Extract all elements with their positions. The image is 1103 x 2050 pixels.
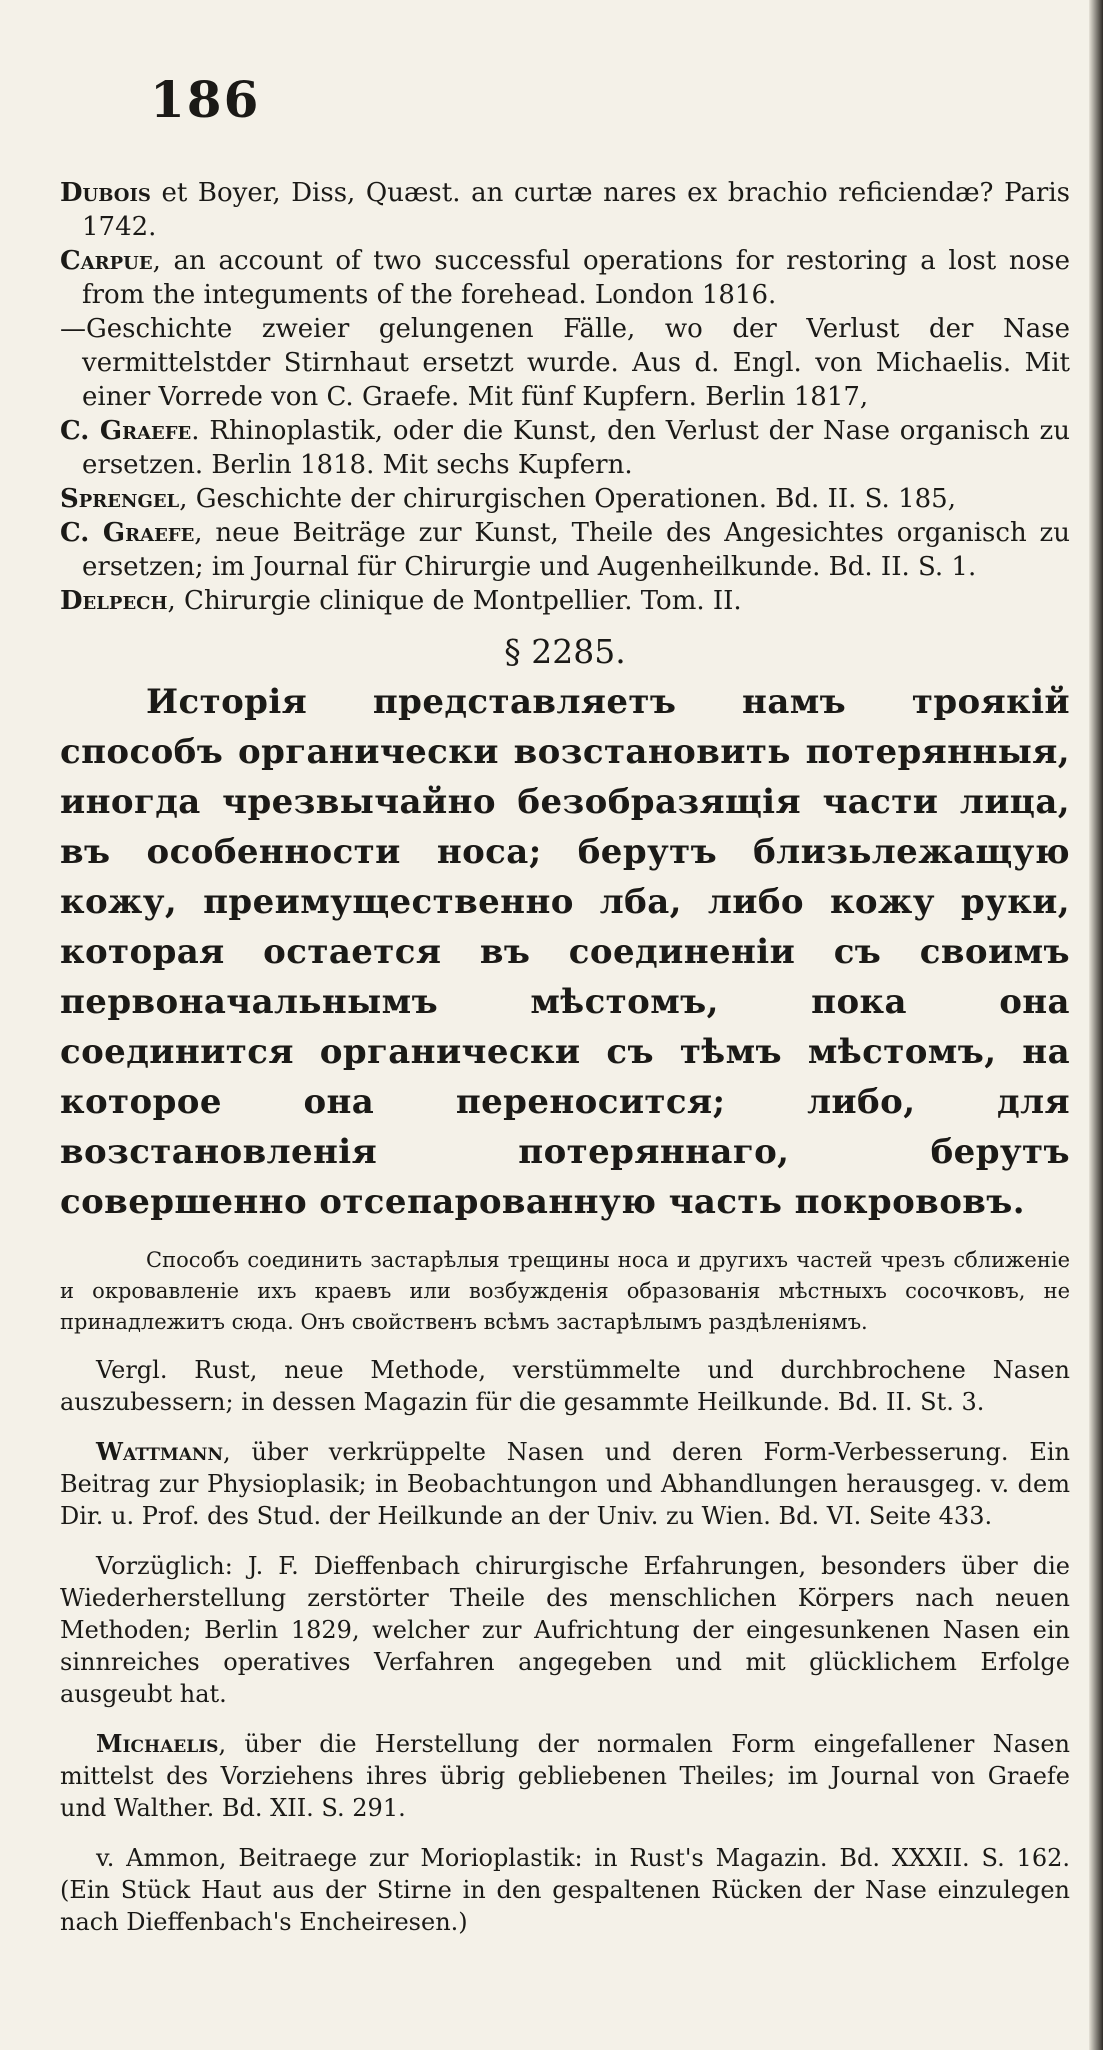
- note-author: Wattmann: [96, 1437, 223, 1466]
- note-item: [60, 1354, 1070, 1418]
- note-text: v. Ammon, Beitraege zur Morioplastik: in Rust's Magazin. Bd. XXXII. S. 162. (Ein Stück Haut aus der Stirne in den gespaltenen Rücken der Nase einzulegen nach Dieffenbach's Encheiresen.): [60, 1844, 1070, 1936]
- reference-author: Sprengel: [60, 484, 180, 514]
- page-number: 186: [150, 70, 261, 129]
- reference-text: et Boyer, Diss, Quæst. an curtæ nares ex brachio reficiendæ? Paris 1742.: [82, 178, 1070, 242]
- note-item: [60, 1550, 1070, 1710]
- russian-note: Способъ соединить застарѣлыя трещины носа и другихъ частей чрезъ сближеніе и окровавленіе ихъ краевъ или возбужденія образованія мѣстныхъ сосочковъ, не принадлежитъ сюда. Онъ свойственъ всѣмъ застарѣлымъ раздѣленіямъ.: [60, 1248, 1070, 1334]
- note-item: [60, 1436, 1070, 1532]
- note-text: , über die Herstellung der normalen Form eingefallener Nasen mittelst des Vorziehens ihres übrig gebliebenen Theiles; im Journal von Graefe und Walther. Bd. XII. S. 291.: [60, 1730, 1070, 1822]
- reference-item: [60, 312, 1070, 414]
- note-text: Vergl. Rust, neue Methode, verstümmelte und durchbrochene Nasen auszubessern; in dessen Magazin für die gesammte Heilkunde. Bd. II. St. 3.: [60, 1356, 1070, 1416]
- reference-item: [60, 176, 1070, 244]
- reference-author: Delpech: [60, 586, 168, 616]
- reference-text: , Chirurgie clinique de Montpellier. Tom. II.: [167, 586, 742, 616]
- reference-author: C. Graefe: [60, 518, 195, 548]
- reference-item: [60, 414, 1070, 482]
- note-item: [60, 1842, 1070, 1938]
- reference-text: . Rhinoplastik, oder die Kunst, den Verlust der Nase organisch zu ersetzen. Berlin 1818. Mit sechs Kupfern.: [82, 416, 1071, 480]
- reference-item: [60, 584, 1070, 618]
- reference-text: , Geschichte der chirurgischen Operationen. Bd. II. S. 185,: [179, 484, 956, 514]
- reference-author: Dubois: [60, 178, 151, 208]
- main-paragraph: Исторія представляетъ намъ трoякій способъ органически возстановить потерянныя, иногда чрезвычайно безобразящія части лица, въ особенности носа; берутъ близьлежащую кожу, преимущественно лба, либо кожу руки, которая остается въ соединеніи съ своимъ первоначальнымъ мѣстомъ, пока она соединится органически съ тѣмъ мѣстомъ, на которое она переносится; либо, для возстановленія потеряннаго, берутъ совершенно отсепарованную часть покрововъ.: [60, 682, 1070, 1222]
- note-author: Michaelis: [96, 1729, 219, 1758]
- note-text: Vorzüglich: J. F. Dieffenbach chirurgische Erfahrungen, besonders über die Wiederherstellung zerstörter Theile des menschlichen Körpers nach neuen Methoden; Berlin 1829, welcher zur Aufrichtung der eingesunkenen Nasen ein sinnreiches operatives Verfahren angegeben und mit glücklichem Erfolge ausgeubt hat.: [60, 1552, 1070, 1708]
- reference-author: Carpue: [60, 246, 153, 276]
- page-content: [60, 176, 1070, 1956]
- reference-text: , neue Beiträge zur Kunst, Theile des Angesichtes organisch zu ersetzen; im Journal für Chirurgie und Augenheilkunde. Bd. II. S. 1.: [82, 518, 1071, 582]
- section-heading: § 2285.: [504, 632, 626, 671]
- reference-item: [60, 244, 1070, 312]
- page-edge-shadow: [1089, 0, 1103, 2050]
- reference-author: C. Graefe: [60, 416, 192, 446]
- reference-item: [60, 516, 1070, 584]
- note-text: , über verkrüppelte Nasen und deren Form-Verbesserung. Ein Beitrag zur Physioplasik; in Beobachtungon und Abhandlungen herausgeg. v. dem Dir. u. Prof. des Stud. der Heilkunde an der Univ. zu Wien. Bd. VI. Seite 433.: [60, 1438, 1070, 1530]
- reference-text: , an account of two successful operations for restoring a lost nose from the integuments of the forehead. London 1816.: [82, 246, 1070, 310]
- reference-list: [60, 176, 1070, 618]
- note-item: [60, 1728, 1070, 1824]
- reference-text: —Geschichte zweier gelungenen Fälle, wo der Verlust der Nase vermittelstder Stirnhaut ersetzt wurde. Aus d. Engl. von Michaelis. Mit einer Vorrede von C. Graefe. Mit fünf Kupfern. Berlin 1817,: [60, 314, 1070, 412]
- notes-list: [60, 1354, 1070, 1938]
- reference-item: [60, 482, 1070, 516]
